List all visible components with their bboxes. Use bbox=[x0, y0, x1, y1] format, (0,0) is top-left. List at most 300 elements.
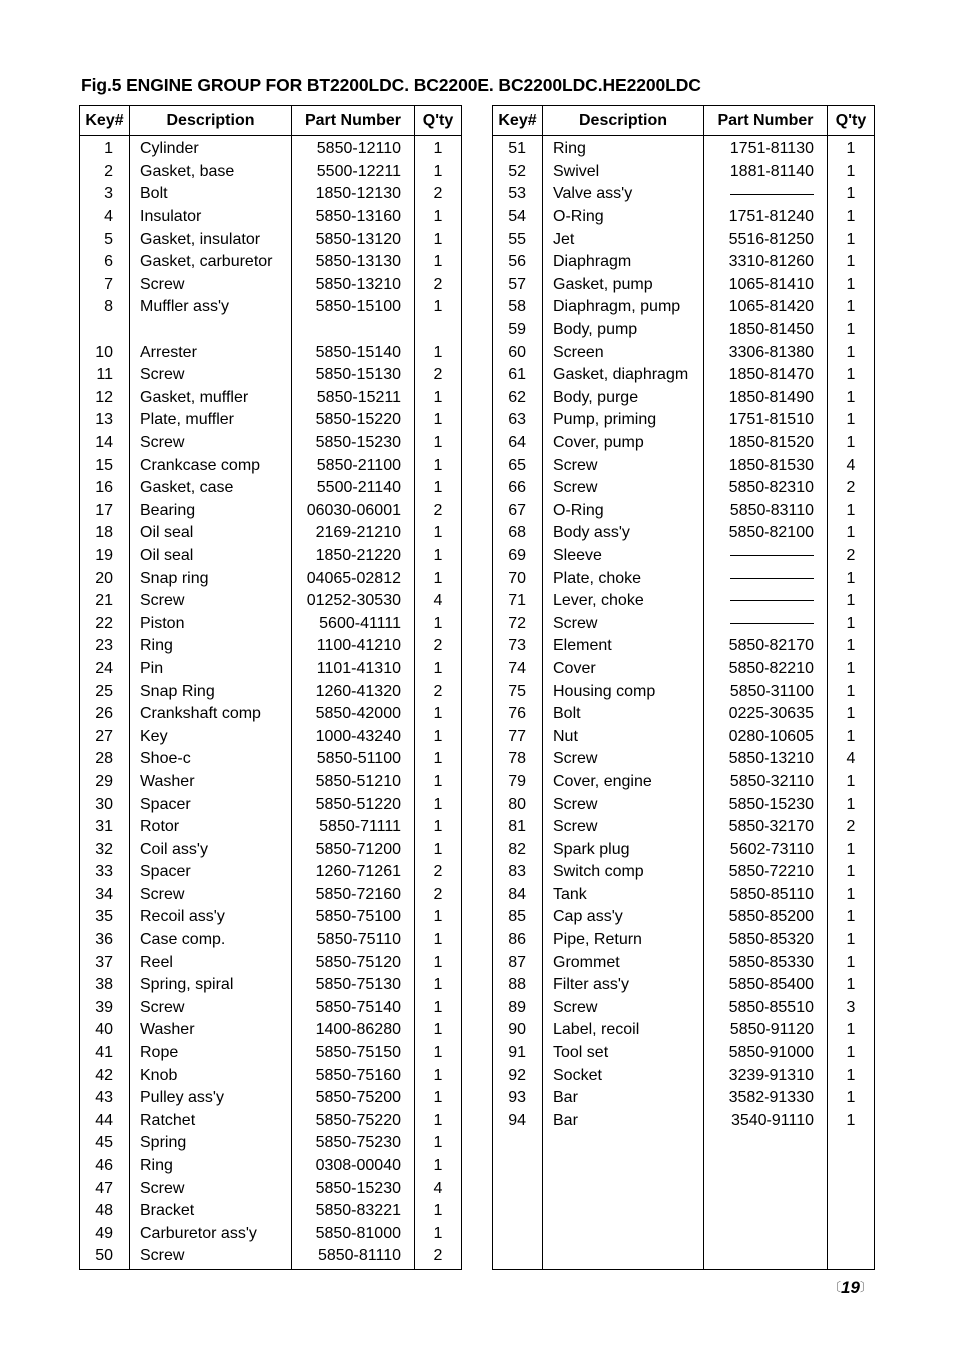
cell-description: O-Ring bbox=[543, 206, 704, 229]
cell-description: Rotor bbox=[130, 816, 292, 839]
cell-key: 5 bbox=[80, 228, 130, 251]
table-row bbox=[80, 454, 462, 477]
cell-key: 62 bbox=[493, 387, 543, 410]
header-part-number: Part Number bbox=[704, 106, 828, 136]
table-row bbox=[493, 612, 875, 635]
table-row bbox=[80, 319, 462, 342]
cell-key: 41 bbox=[80, 1042, 130, 1065]
page-bracket-right: 〕 bbox=[859, 1280, 872, 1294]
cell-key: 57 bbox=[493, 274, 543, 297]
cell-qty: 1 bbox=[415, 1064, 462, 1087]
cell-key bbox=[80, 319, 130, 342]
cell-part-number: 5850-82170 bbox=[704, 635, 828, 658]
table-row bbox=[493, 136, 875, 161]
cell-part-number: 5850-75160 bbox=[292, 1064, 415, 1087]
cell-part-number bbox=[704, 590, 828, 613]
cell-key: 50 bbox=[80, 1245, 130, 1269]
cell-part-number: 5850-85400 bbox=[704, 974, 828, 997]
table-row bbox=[493, 1223, 875, 1246]
table-row bbox=[80, 680, 462, 703]
cell-description: Screw bbox=[130, 884, 292, 907]
cell-part-number: 3310-81260 bbox=[704, 251, 828, 274]
cell-part-number: 5850-75120 bbox=[292, 951, 415, 974]
table-row bbox=[80, 1245, 462, 1269]
table-row bbox=[493, 1019, 875, 1042]
cell-key: 29 bbox=[80, 771, 130, 794]
cell-qty: 4 bbox=[415, 1177, 462, 1200]
cell-description bbox=[543, 1200, 704, 1223]
cell-qty: 1 bbox=[415, 612, 462, 635]
cell-description: Pulley ass'y bbox=[130, 1087, 292, 1110]
cell-qty: 1 bbox=[415, 997, 462, 1020]
table-row bbox=[493, 1245, 875, 1269]
cell-part-number: 5850-85510 bbox=[704, 997, 828, 1020]
table-row bbox=[493, 296, 875, 319]
table-row bbox=[80, 703, 462, 726]
cell-qty: 1 bbox=[415, 951, 462, 974]
cell-qty: 1 bbox=[828, 274, 875, 297]
cell-part-number: 5850-75200 bbox=[292, 1087, 415, 1110]
table-row bbox=[493, 454, 875, 477]
cell-part-number: 3306-81380 bbox=[704, 341, 828, 364]
cell-key: 76 bbox=[493, 703, 543, 726]
table-row bbox=[80, 1110, 462, 1133]
cell-qty: 2 bbox=[415, 274, 462, 297]
cell-description: Element bbox=[543, 635, 704, 658]
cell-qty: 1 bbox=[828, 522, 875, 545]
table-row bbox=[493, 183, 875, 206]
cell-part-number: 5850-91120 bbox=[704, 1019, 828, 1042]
cell-description: Cover bbox=[543, 658, 704, 681]
cell-part-number: 5850-15230 bbox=[292, 1177, 415, 1200]
cell-key: 3 bbox=[80, 183, 130, 206]
cell-description: Screw bbox=[130, 1245, 292, 1269]
cell-part-number: 5850-13210 bbox=[704, 748, 828, 771]
header-qty: Q'ty bbox=[828, 106, 875, 136]
cell-description: Gasket, muffler bbox=[130, 387, 292, 410]
cell-part-number: 5850-75220 bbox=[292, 1110, 415, 1133]
cell-part-number: 1850-21220 bbox=[292, 545, 415, 568]
cell-key: 31 bbox=[80, 816, 130, 839]
cell-part-number: 5850-51100 bbox=[292, 748, 415, 771]
cell-qty: 1 bbox=[415, 1042, 462, 1065]
cell-part-number: 01252-30530 bbox=[292, 590, 415, 613]
cell-description: Ring bbox=[543, 136, 704, 161]
table-row bbox=[493, 725, 875, 748]
cell-key: 93 bbox=[493, 1087, 543, 1110]
cell-key: 91 bbox=[493, 1042, 543, 1065]
cell-description: Ratchet bbox=[130, 1110, 292, 1133]
cell-description: Tool set bbox=[543, 1042, 704, 1065]
cell-qty: 1 bbox=[828, 341, 875, 364]
cell-qty: 1 bbox=[415, 1019, 462, 1042]
cell-key: 17 bbox=[80, 500, 130, 523]
cell-description: Bearing bbox=[130, 500, 292, 523]
cell-qty: 2 bbox=[828, 816, 875, 839]
cell-part-number: 3239-91310 bbox=[704, 1064, 828, 1087]
cell-key bbox=[493, 1155, 543, 1178]
cell-key bbox=[493, 1223, 543, 1246]
cell-description bbox=[543, 1223, 704, 1246]
cell-key: 15 bbox=[80, 454, 130, 477]
cell-qty: 1 bbox=[828, 658, 875, 681]
table-row bbox=[493, 341, 875, 364]
cell-part-number: 5850-85330 bbox=[704, 951, 828, 974]
cell-description: Screen bbox=[543, 341, 704, 364]
cell-qty: 1 bbox=[415, 161, 462, 184]
cell-qty: 1 bbox=[415, 136, 462, 161]
cell-description bbox=[543, 1155, 704, 1178]
cell-qty bbox=[828, 1200, 875, 1223]
table-row bbox=[80, 861, 462, 884]
table-row bbox=[493, 1155, 875, 1178]
cell-qty: 1 bbox=[828, 838, 875, 861]
cell-description: Gasket, insulator bbox=[130, 228, 292, 251]
cell-key: 25 bbox=[80, 680, 130, 703]
cell-qty bbox=[828, 1245, 875, 1269]
cell-key: 84 bbox=[493, 884, 543, 907]
table-row bbox=[493, 1177, 875, 1200]
table-row bbox=[80, 477, 462, 500]
cell-key: 65 bbox=[493, 454, 543, 477]
table-row bbox=[493, 1064, 875, 1087]
cell-key: 45 bbox=[80, 1132, 130, 1155]
cell-part-number: 5850-13120 bbox=[292, 228, 415, 251]
cell-qty: 1 bbox=[828, 590, 875, 613]
cell-part-number: 5850-82310 bbox=[704, 477, 828, 500]
cell-description: Switch comp bbox=[543, 861, 704, 884]
cell-description: Diaphragm, pump bbox=[543, 296, 704, 319]
cell-description: Key bbox=[130, 725, 292, 748]
cell-qty: 3 bbox=[828, 997, 875, 1020]
cell-key: 39 bbox=[80, 997, 130, 1020]
cell-description: Screw bbox=[130, 432, 292, 455]
cell-key: 2 bbox=[80, 161, 130, 184]
cell-description: Swivel bbox=[543, 161, 704, 184]
cell-key: 1 bbox=[80, 136, 130, 161]
table-row bbox=[80, 906, 462, 929]
table-row bbox=[80, 793, 462, 816]
table-row bbox=[80, 1223, 462, 1246]
table-row bbox=[80, 771, 462, 794]
table-row bbox=[80, 545, 462, 568]
cell-part-number: 5850-15220 bbox=[292, 409, 415, 432]
cell-part-number: 1850-81450 bbox=[704, 319, 828, 342]
cell-part-number bbox=[704, 183, 828, 206]
cell-qty: 1 bbox=[415, 793, 462, 816]
table-row bbox=[80, 1200, 462, 1223]
cell-description: Bolt bbox=[130, 183, 292, 206]
cell-key: 79 bbox=[493, 771, 543, 794]
cell-key: 30 bbox=[80, 793, 130, 816]
cell-part-number: 1881-81140 bbox=[704, 161, 828, 184]
cell-key: 82 bbox=[493, 838, 543, 861]
cell-key: 71 bbox=[493, 590, 543, 613]
cell-key: 46 bbox=[80, 1155, 130, 1178]
cell-part-number: 1850-81520 bbox=[704, 432, 828, 455]
cell-key: 11 bbox=[80, 364, 130, 387]
cell-key: 61 bbox=[493, 364, 543, 387]
cell-description: Plate, choke bbox=[543, 567, 704, 590]
cell-qty: 1 bbox=[828, 228, 875, 251]
cell-description: Pin bbox=[130, 658, 292, 681]
cell-description: Crankcase comp bbox=[130, 454, 292, 477]
cell-part-number: 5850-13160 bbox=[292, 206, 415, 229]
cell-description: Body ass'y bbox=[543, 522, 704, 545]
cell-description: Reel bbox=[130, 951, 292, 974]
cell-description: Screw bbox=[543, 748, 704, 771]
cell-description: Valve ass'y bbox=[543, 183, 704, 206]
table-row bbox=[493, 680, 875, 703]
cell-key: 87 bbox=[493, 951, 543, 974]
cell-part-number: 1260-41320 bbox=[292, 680, 415, 703]
cell-key: 86 bbox=[493, 929, 543, 952]
table-row bbox=[493, 1042, 875, 1065]
cell-key: 81 bbox=[493, 816, 543, 839]
cell-part-number: 1751-81130 bbox=[704, 136, 828, 161]
cell-description bbox=[130, 319, 292, 342]
cell-description: Pump, priming bbox=[543, 409, 704, 432]
cell-key bbox=[493, 1200, 543, 1223]
cell-qty: 1 bbox=[415, 228, 462, 251]
cell-key: 33 bbox=[80, 861, 130, 884]
cell-part-number: 5500-21140 bbox=[292, 477, 415, 500]
page-number-value: 19 bbox=[841, 1278, 860, 1297]
cell-part-number: 5850-75100 bbox=[292, 906, 415, 929]
cell-part-number: 5850-51210 bbox=[292, 771, 415, 794]
table-row bbox=[80, 997, 462, 1020]
cell-description: Insulator bbox=[130, 206, 292, 229]
cell-qty: 1 bbox=[415, 454, 462, 477]
table-row bbox=[80, 296, 462, 319]
cell-part-number: 5850-15140 bbox=[292, 341, 415, 364]
cell-description: Crankshaft comp bbox=[130, 703, 292, 726]
cell-part-number: 5850-85110 bbox=[704, 884, 828, 907]
cell-description: Cylinder bbox=[130, 136, 292, 161]
table-row bbox=[493, 590, 875, 613]
table-row bbox=[493, 432, 875, 455]
cell-qty: 1 bbox=[415, 567, 462, 590]
no-part-number-dash bbox=[730, 600, 814, 601]
cell-qty: 1 bbox=[415, 1223, 462, 1246]
cell-key: 26 bbox=[80, 703, 130, 726]
cell-key: 63 bbox=[493, 409, 543, 432]
cell-description bbox=[543, 1132, 704, 1155]
cell-part-number: 1065-81420 bbox=[704, 296, 828, 319]
cell-key: 43 bbox=[80, 1087, 130, 1110]
cell-part-number bbox=[704, 1200, 828, 1223]
cell-part-number: 0280-10605 bbox=[704, 725, 828, 748]
table-row bbox=[80, 136, 462, 161]
cell-key: 53 bbox=[493, 183, 543, 206]
cell-qty: 2 bbox=[415, 680, 462, 703]
cell-part-number: 5850-75150 bbox=[292, 1042, 415, 1065]
table-row bbox=[80, 228, 462, 251]
cell-qty: 1 bbox=[828, 884, 875, 907]
cell-description: Tank bbox=[543, 884, 704, 907]
cell-part-number: 5850-75140 bbox=[292, 997, 415, 1020]
cell-key: 66 bbox=[493, 477, 543, 500]
cell-description: Grommet bbox=[543, 951, 704, 974]
cell-description: O-Ring bbox=[543, 500, 704, 523]
cell-part-number: 3582-91330 bbox=[704, 1087, 828, 1110]
cell-part-number: 0308-00040 bbox=[292, 1155, 415, 1178]
cell-key: 58 bbox=[493, 296, 543, 319]
cell-description: Recoil ass'y bbox=[130, 906, 292, 929]
table-row bbox=[493, 161, 875, 184]
table-row bbox=[493, 658, 875, 681]
table-row bbox=[80, 816, 462, 839]
table-row bbox=[493, 703, 875, 726]
cell-part-number: 5850-71111 bbox=[292, 816, 415, 839]
cell-qty: 2 bbox=[415, 884, 462, 907]
cell-key: 72 bbox=[493, 612, 543, 635]
cell-description: Gasket, base bbox=[130, 161, 292, 184]
cell-qty: 1 bbox=[828, 1019, 875, 1042]
cell-description: Lever, choke bbox=[543, 590, 704, 613]
table-row bbox=[80, 1064, 462, 1087]
cell-qty: 1 bbox=[415, 296, 462, 319]
cell-key: 35 bbox=[80, 906, 130, 929]
cell-description: Jet bbox=[543, 228, 704, 251]
header-description: Description bbox=[543, 106, 704, 136]
cell-part-number: 5850-13210 bbox=[292, 274, 415, 297]
cell-qty: 1 bbox=[415, 658, 462, 681]
cell-key: 4 bbox=[80, 206, 130, 229]
cell-description: Coil ass'y bbox=[130, 838, 292, 861]
table-row bbox=[493, 748, 875, 771]
cell-qty: 1 bbox=[415, 251, 462, 274]
cell-key: 16 bbox=[80, 477, 130, 500]
table-row bbox=[80, 567, 462, 590]
table-row bbox=[80, 951, 462, 974]
cell-description: Washer bbox=[130, 771, 292, 794]
cell-qty: 1 bbox=[828, 680, 875, 703]
table-row bbox=[493, 816, 875, 839]
cell-part-number bbox=[704, 612, 828, 635]
table-row bbox=[493, 364, 875, 387]
cell-description: Ring bbox=[130, 1155, 292, 1178]
table-row bbox=[80, 1155, 462, 1178]
table-row bbox=[493, 793, 875, 816]
header-key: Key# bbox=[493, 106, 543, 136]
cell-key: 10 bbox=[80, 341, 130, 364]
table-row bbox=[493, 635, 875, 658]
cell-part-number: 5850-71200 bbox=[292, 838, 415, 861]
cell-key: 75 bbox=[493, 680, 543, 703]
table-row bbox=[80, 432, 462, 455]
cell-qty: 1 bbox=[828, 387, 875, 410]
table-row bbox=[80, 612, 462, 635]
cell-description: Bolt bbox=[543, 703, 704, 726]
cell-qty: 1 bbox=[415, 929, 462, 952]
cell-qty: 2 bbox=[828, 477, 875, 500]
cell-qty bbox=[828, 1155, 875, 1178]
cell-description: Bracket bbox=[130, 1200, 292, 1223]
cell-part-number: 1751-81510 bbox=[704, 409, 828, 432]
table-row bbox=[80, 884, 462, 907]
cell-description: Screw bbox=[130, 364, 292, 387]
cell-description: Spacer bbox=[130, 793, 292, 816]
cell-part-number: 1850-81470 bbox=[704, 364, 828, 387]
cell-description: Bar bbox=[543, 1087, 704, 1110]
cell-description: Carburetor ass'y bbox=[130, 1223, 292, 1246]
cell-part-number: 1751-81240 bbox=[704, 206, 828, 229]
cell-qty: 1 bbox=[415, 816, 462, 839]
cell-qty: 1 bbox=[828, 567, 875, 590]
cell-part-number: 5850-15211 bbox=[292, 387, 415, 410]
cell-qty: 1 bbox=[828, 136, 875, 161]
table-row bbox=[493, 206, 875, 229]
cell-key: 59 bbox=[493, 319, 543, 342]
cell-qty: 1 bbox=[828, 432, 875, 455]
cell-qty: 1 bbox=[415, 522, 462, 545]
cell-key: 37 bbox=[80, 951, 130, 974]
cell-qty: 1 bbox=[828, 206, 875, 229]
cell-description: Gasket, pump bbox=[543, 274, 704, 297]
cell-qty: 1 bbox=[828, 409, 875, 432]
cell-qty: 1 bbox=[828, 635, 875, 658]
cell-qty: 1 bbox=[415, 477, 462, 500]
cell-part-number: 2169-21210 bbox=[292, 522, 415, 545]
cell-qty: 2 bbox=[415, 364, 462, 387]
cell-part-number: 1101-41310 bbox=[292, 658, 415, 681]
cell-description: Screw bbox=[543, 793, 704, 816]
table-row bbox=[493, 997, 875, 1020]
table-row bbox=[493, 951, 875, 974]
cell-description: Screw bbox=[130, 274, 292, 297]
cell-part-number: 1400-86280 bbox=[292, 1019, 415, 1042]
cell-description: Snap Ring bbox=[130, 680, 292, 703]
cell-qty: 1 bbox=[415, 771, 462, 794]
cell-description: Gasket, diaphragm bbox=[543, 364, 704, 387]
cell-part-number: 5516-81250 bbox=[704, 228, 828, 251]
cell-description: Screw bbox=[130, 1177, 292, 1200]
cell-description: Screw bbox=[543, 997, 704, 1020]
cell-description: Ring bbox=[130, 635, 292, 658]
cell-part-number: 5600-41111 bbox=[292, 612, 415, 635]
cell-key: 8 bbox=[80, 296, 130, 319]
cell-description: Body, pump bbox=[543, 319, 704, 342]
cell-description: Gasket, case bbox=[130, 477, 292, 500]
cell-description: Label, recoil bbox=[543, 1019, 704, 1042]
no-part-number-dash bbox=[730, 578, 814, 579]
cell-description: Diaphragm bbox=[543, 251, 704, 274]
cell-key: 24 bbox=[80, 658, 130, 681]
cell-part-number: 1260-71261 bbox=[292, 861, 415, 884]
cell-part-number: 5850-75230 bbox=[292, 1132, 415, 1155]
cell-part-number: 5850-72160 bbox=[292, 884, 415, 907]
cell-qty: 2 bbox=[415, 1245, 462, 1269]
table-row bbox=[493, 522, 875, 545]
cell-part-number: 5850-72210 bbox=[704, 861, 828, 884]
cell-key: 42 bbox=[80, 1064, 130, 1087]
cell-qty: 2 bbox=[415, 500, 462, 523]
cell-description: Spark plug bbox=[543, 838, 704, 861]
cell-key bbox=[493, 1132, 543, 1155]
table-row bbox=[493, 771, 875, 794]
cell-key: 92 bbox=[493, 1064, 543, 1087]
cell-qty: 1 bbox=[415, 1155, 462, 1178]
cell-qty: 1 bbox=[415, 748, 462, 771]
header-qty: Q'ty bbox=[415, 106, 462, 136]
cell-qty: 1 bbox=[828, 951, 875, 974]
cell-qty: 2 bbox=[415, 635, 462, 658]
cell-description: Cover, pump bbox=[543, 432, 704, 455]
cell-description: Pipe, Return bbox=[543, 929, 704, 952]
cell-qty bbox=[415, 319, 462, 342]
cell-qty: 1 bbox=[828, 1110, 875, 1133]
